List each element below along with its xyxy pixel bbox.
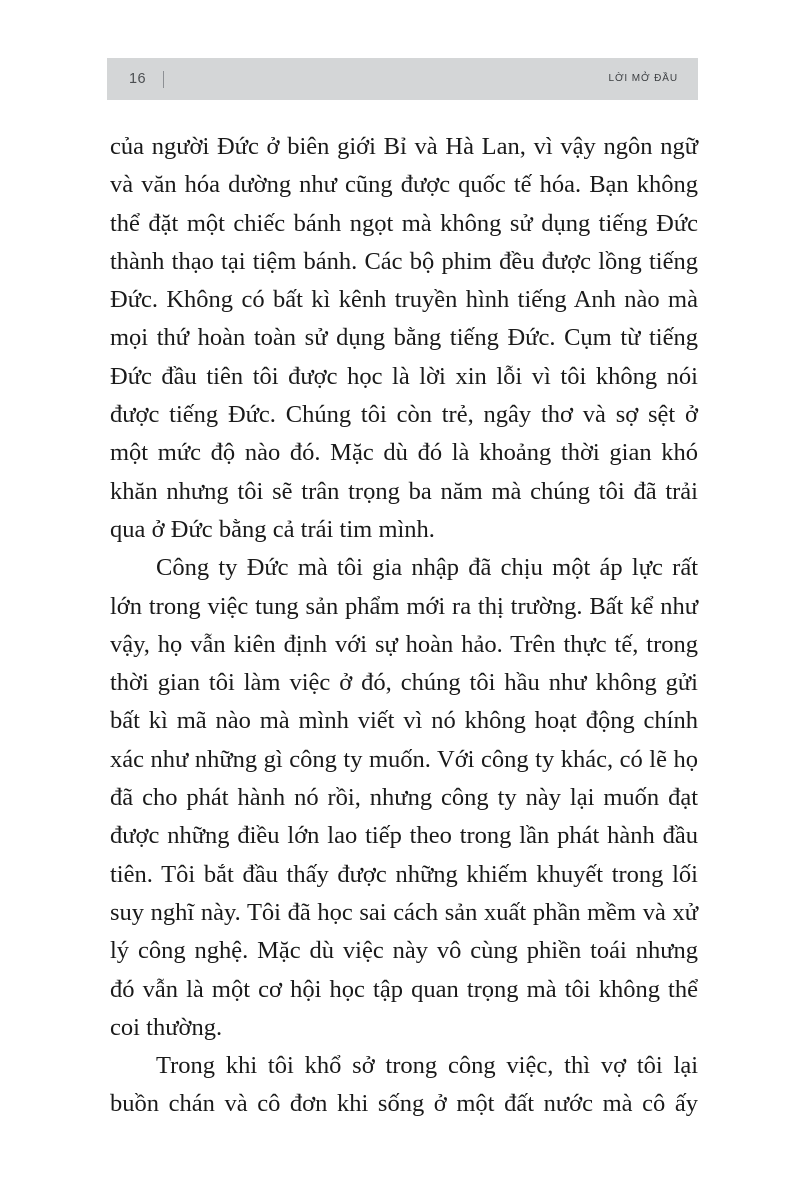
header-divider-rule: [163, 71, 164, 88]
page-number: 16: [129, 70, 146, 87]
running-header-left: [129, 71, 164, 88]
running-header-title: LỜI MỞ ĐẦU: [608, 73, 678, 84]
paragraph-3: Trong khi tôi khổ sở trong công việc, thì vợ tôi lại buồn chán và cô đơn khi sống ở một đất nước mà cô ấy: [110, 1052, 698, 1118]
paragraph-2: Công ty Đức mà tôi gia nhập đã chịu một áp lực rất lớn trong việc tung sản phẩm mới ra thị trường. Bất kể như vậy, họ vẫn kiên định với sự hoàn hảo. Trên thực tế, trong thời gian tôi làm việc ở đó, chúng tôi hầu như không gửi bất kì mã nào mà mình viết vì nó không hoạt động chính xác như những gì công ty muốn. Với công ty khác, có lẽ họ đã cho phát hành nó rồi, nhưng công ty này lại muốn đạt được những điều lớn lao tiếp theo trong lần phát hành đầu tiên. Tôi bắt đầu thấy được những khiếm khuyết trong lối suy nghĩ này. Tôi đã học sai cách sản xuất phần mềm và xử lý công nghệ. Mặc dù việc này vô cùng phiền toái nhưng đó vẫn là một cơ hội học tập quan trọng mà tôi không thể coi thường.: [110, 554, 698, 1041]
running-header: [107, 58, 698, 100]
paragraph-1: của người Đức ở biên giới Bỉ và Hà Lan, vì vậy ngôn ngữ và văn hóa dường như cũng được quốc tế hóa. Bạn không thể đặt một chiếc bánh ngọt mà không sử dụng tiếng Đức thành thạo tại tiệm bánh. Các bộ phim đều được lồng tiếng Đức. Không có bất kì kênh truyền hình tiếng Anh nào mà mọi thứ hoàn toàn sử dụng bằng tiếng Đức. Cụm từ tiếng Đức đầu tiên tôi được học là lời xin lỗi vì tôi không nói được tiếng Đức. Chúng tôi còn trẻ, ngây thơ và sợ sệt ở một mức độ nào đó. Mặc dù đó là khoảng thời gian khó khăn nhưng tôi sẽ trân trọng ba năm mà chúng tôi đã trải qua ở Đức bằng cả trái tim mình.: [110, 133, 698, 543]
body-text-column: [110, 128, 698, 1162]
